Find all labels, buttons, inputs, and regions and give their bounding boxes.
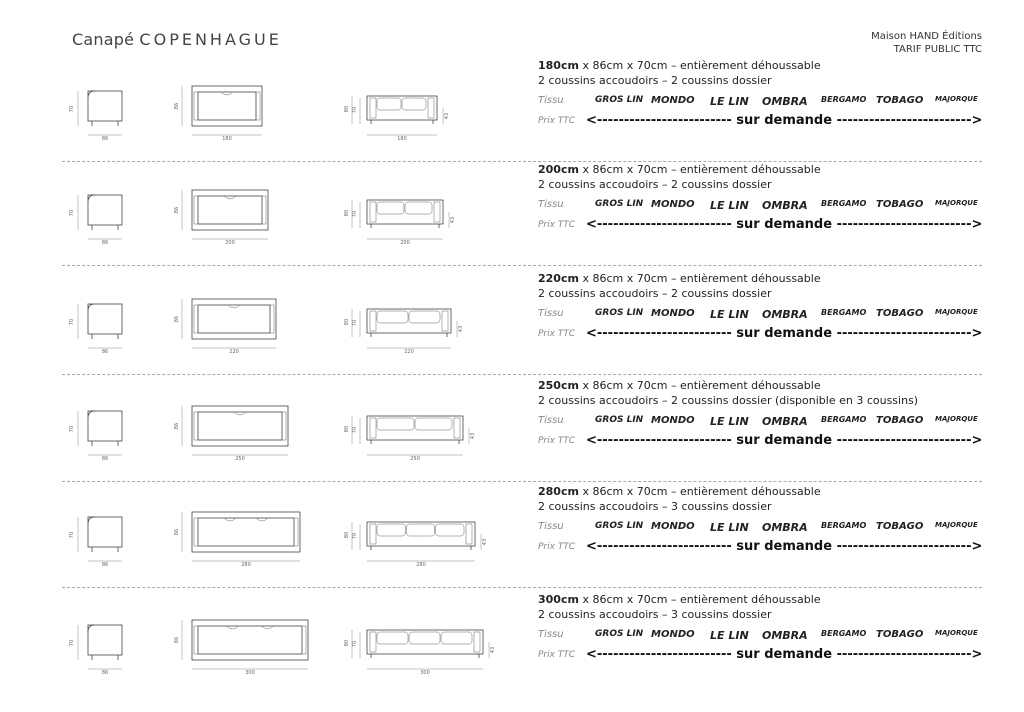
dimension-label: 86: [174, 636, 180, 644]
dimensions-text: x 86cm x 70cm – entièrement déhoussable: [582, 379, 821, 392]
dimension-label: 180: [222, 136, 232, 142]
top-view-drawing: [174, 406, 288, 462]
price-label: Prix TTC: [538, 650, 576, 660]
fabric-label: Tissu: [538, 308, 564, 319]
dimension-label: 280: [241, 562, 251, 568]
price-label: Prix TTC: [538, 116, 576, 126]
dimension-label: 300: [420, 670, 430, 676]
fabric-option: MAJORQUE: [935, 521, 978, 529]
front-view-drawing: [344, 309, 464, 355]
technical-drawings: [60, 484, 530, 588]
front-view-drawing: [344, 200, 456, 246]
price-value: <------------------------- sur demande ------------------------->: [586, 217, 983, 232]
side-view-drawing: [69, 195, 122, 246]
spec-block: [538, 592, 998, 665]
brand-name: Maison HAND Éditions: [871, 31, 982, 42]
size-label: 180cm: [538, 59, 579, 72]
dimension-label: 300: [245, 670, 255, 676]
fabric-row: [538, 411, 998, 433]
fabric-label: Tissu: [538, 521, 564, 532]
dimension-label: 86: [174, 422, 180, 430]
dimension-label: 70: [69, 531, 75, 539]
sofa-row: [0, 592, 1024, 696]
fabric-option: BERGAMO: [821, 521, 867, 530]
fabric-option: LE LIN: [710, 629, 749, 642]
fabric-option: MONDO: [651, 415, 695, 426]
sofa-row: [0, 271, 1024, 375]
fabric-option: LE LIN: [710, 95, 749, 108]
dimension-label: 70: [69, 209, 75, 217]
row-separator: [62, 481, 982, 482]
page-title: [72, 30, 282, 49]
fabric-option: OMBRA: [762, 629, 808, 642]
dimension-label: 86: [101, 240, 109, 246]
dimension-label: 86: [101, 562, 109, 568]
fabric-option: GROS LIN: [595, 415, 644, 425]
dimension-label: 80: [344, 639, 350, 647]
price-label: Prix TTC: [538, 542, 576, 552]
side-view-drawing: [69, 625, 122, 676]
title-model: COPENHAGUE: [139, 30, 282, 49]
spec-block: [538, 162, 998, 235]
fabric-option: BERGAMO: [821, 95, 867, 104]
side-view-drawing: [69, 411, 122, 462]
front-view-drawing: [344, 416, 476, 462]
price-label: Prix TTC: [538, 329, 576, 339]
price-value: <------------------------- sur demande ------------------------->: [586, 113, 983, 128]
size-label: 300cm: [538, 593, 579, 606]
dimension-label: 80: [344, 425, 350, 433]
fabric-option: MONDO: [651, 521, 695, 532]
fabric-option: GROS LIN: [595, 199, 644, 209]
dimension-label: 70: [69, 318, 75, 326]
dimension-label: 70: [69, 425, 75, 433]
cushions-line: 2 coussins accoudoirs – 2 coussins dossier (disponible en 3 coussins): [538, 394, 919, 407]
fabric-option: MAJORQUE: [935, 95, 978, 103]
dimension-label: 86: [174, 102, 180, 110]
dimension-label: 70: [352, 426, 358, 434]
fabric-row: [538, 517, 998, 539]
dimension-label: 70: [352, 640, 358, 648]
price-row: [538, 113, 998, 131]
dimension-label: 180: [397, 136, 407, 142]
dimension-label: 86: [174, 528, 180, 536]
dimensions-line: [538, 592, 998, 607]
dimension-label: 43: [458, 325, 464, 333]
dimension-label: 220: [229, 349, 239, 355]
dimension-label: 70: [352, 319, 358, 327]
dimension-label: 86: [174, 315, 180, 323]
dimension-label: 86: [101, 456, 109, 462]
fabric-option: MAJORQUE: [935, 415, 978, 423]
size-label: 220cm: [538, 272, 579, 285]
fabric-option: BERGAMO: [821, 629, 867, 638]
dimensions-line: [538, 162, 998, 177]
dimension-label: 43: [490, 646, 496, 654]
dimension-label: 43: [444, 112, 450, 120]
fabric-option: MAJORQUE: [935, 199, 978, 207]
fabric-option: GROS LIN: [595, 629, 644, 639]
fabric-option: GROS LIN: [595, 521, 644, 531]
spec-block: [538, 58, 998, 131]
dimension-label: 80: [344, 531, 350, 539]
price-row: [538, 326, 998, 344]
front-view-drawing: [344, 522, 488, 568]
row-separator: [62, 265, 982, 266]
title-prefix: Canapé: [72, 30, 135, 49]
fabric-option: MONDO: [651, 95, 695, 106]
fabric-label: Tissu: [538, 199, 564, 210]
fabric-option: GROS LIN: [595, 308, 644, 318]
size-label: 250cm: [538, 379, 579, 392]
dimension-label: 70: [69, 639, 75, 647]
technical-drawings: [60, 592, 530, 696]
fabric-option: TOBAGO: [876, 521, 924, 532]
side-view-drawing: [69, 517, 122, 568]
fabric-option: TOBAGO: [876, 95, 924, 106]
fabric-row: [538, 91, 998, 113]
sofa-row: [0, 378, 1024, 482]
dimensions-line: [538, 58, 998, 73]
dimension-label: 86: [101, 349, 109, 355]
fabric-option: MONDO: [651, 199, 695, 210]
sofa-row: [0, 162, 1024, 266]
dimension-label: 280: [416, 562, 426, 568]
row-separator: [62, 587, 982, 588]
fabric-option: MONDO: [651, 308, 695, 319]
dimension-label: 80: [344, 318, 350, 326]
dimension-label: 80: [344, 209, 350, 217]
cushions-line: 2 coussins accoudoirs – 2 coussins dossier: [538, 74, 772, 87]
dimension-label: 86: [101, 670, 109, 676]
fabric-option: LE LIN: [710, 415, 749, 428]
top-view-drawing: [174, 190, 268, 246]
dimension-label: 70: [352, 532, 358, 540]
dimension-label: 80: [344, 105, 350, 113]
size-label: 280cm: [538, 485, 579, 498]
dimensions-line: [538, 378, 998, 393]
sofa-row: [0, 58, 1024, 162]
price-value: <------------------------- sur demande ------------------------->: [586, 647, 983, 662]
cushions-line: 2 coussins accoudoirs – 3 coussins dossier: [538, 608, 772, 621]
dimension-label: 250: [410, 456, 420, 462]
dimensions-text: x 86cm x 70cm – entièrement déhoussable: [582, 485, 821, 498]
fabric-option: MAJORQUE: [935, 629, 978, 637]
dimensions-text: x 86cm x 70cm – entièrement déhoussable: [582, 272, 821, 285]
tarif-label: TARIF PUBLIC TTC: [893, 44, 982, 55]
dimension-label: 250: [235, 456, 245, 462]
dimensions-text: x 86cm x 70cm – entièrement déhoussable: [582, 163, 821, 176]
technical-drawings: [60, 58, 530, 162]
size-label: 200cm: [538, 163, 579, 176]
sofa-row: [0, 484, 1024, 588]
fabric-option: OMBRA: [762, 95, 808, 108]
top-view-drawing: [174, 512, 300, 568]
dimensions-text: x 86cm x 70cm – entièrement déhoussable: [582, 593, 821, 606]
dimension-label: 86: [101, 136, 109, 142]
spec-block: [538, 378, 998, 451]
cushions-line: 2 coussins accoudoirs – 2 coussins dossier: [538, 178, 772, 191]
front-view-drawing: [344, 96, 450, 142]
price-row: [538, 539, 998, 557]
price-row: [538, 647, 998, 665]
row-separator: [62, 374, 982, 375]
fabric-row: [538, 304, 998, 326]
top-view-drawing: [174, 299, 276, 355]
fabric-option: MAJORQUE: [935, 308, 978, 316]
technical-drawings: [60, 162, 530, 266]
price-value: <------------------------- sur demande ------------------------->: [586, 326, 983, 341]
side-view-drawing: [69, 91, 122, 142]
fabric-label: Tissu: [538, 415, 564, 426]
dimension-label: 70: [69, 105, 75, 113]
price-label: Prix TTC: [538, 220, 576, 230]
technical-drawings: [60, 378, 530, 482]
fabric-option: TOBAGO: [876, 415, 924, 426]
fabric-label: Tissu: [538, 629, 564, 640]
dimensions-line: [538, 271, 998, 286]
fabric-option: LE LIN: [710, 521, 749, 534]
fabric-option: GROS LIN: [595, 95, 644, 105]
spec-block: [538, 271, 998, 344]
price-value: <------------------------- sur demande ------------------------->: [586, 539, 983, 554]
price-label: Prix TTC: [538, 436, 576, 446]
front-view-drawing: [344, 630, 496, 676]
fabric-option: BERGAMO: [821, 199, 867, 208]
price-row: [538, 217, 998, 235]
price-row: [538, 433, 998, 451]
technical-drawings: [60, 271, 530, 375]
fabric-option: OMBRA: [762, 308, 808, 321]
fabric-option: OMBRA: [762, 521, 808, 534]
dimension-label: 43: [470, 432, 476, 440]
dimension-label: 200: [225, 240, 235, 246]
spec-block: [538, 484, 998, 557]
fabric-option: MONDO: [651, 629, 695, 640]
dimensions-line: [538, 484, 998, 499]
dimension-label: 70: [352, 106, 358, 114]
fabric-option: TOBAGO: [876, 199, 924, 210]
fabric-option: TOBAGO: [876, 629, 924, 640]
dimensions-text: x 86cm x 70cm – entièrement déhoussable: [582, 59, 821, 72]
top-view-drawing: [174, 620, 308, 676]
fabric-option: OMBRA: [762, 415, 808, 428]
dimension-label: 43: [482, 538, 488, 546]
brand-block: [871, 30, 982, 56]
fabric-option: LE LIN: [710, 199, 749, 212]
price-value: <------------------------- sur demande ------------------------->: [586, 433, 983, 448]
dimension-label: 86: [174, 206, 180, 214]
fabric-option: TOBAGO: [876, 308, 924, 319]
fabric-label: Tissu: [538, 95, 564, 106]
fabric-option: LE LIN: [710, 308, 749, 321]
fabric-option: BERGAMO: [821, 308, 867, 317]
dimension-label: 43: [450, 216, 456, 224]
side-view-drawing: [69, 304, 122, 355]
fabric-option: BERGAMO: [821, 415, 867, 424]
fabric-row: [538, 195, 998, 217]
cushions-line: 2 coussins accoudoirs – 2 coussins dossier: [538, 287, 772, 300]
fabric-row: [538, 625, 998, 647]
cushions-line: 2 coussins accoudoirs – 3 coussins dossier: [538, 500, 772, 513]
dimension-label: 200: [400, 240, 410, 246]
top-view-drawing: [174, 86, 262, 142]
dimension-label: 220: [404, 349, 414, 355]
dimension-label: 70: [352, 210, 358, 218]
fabric-option: OMBRA: [762, 199, 808, 212]
